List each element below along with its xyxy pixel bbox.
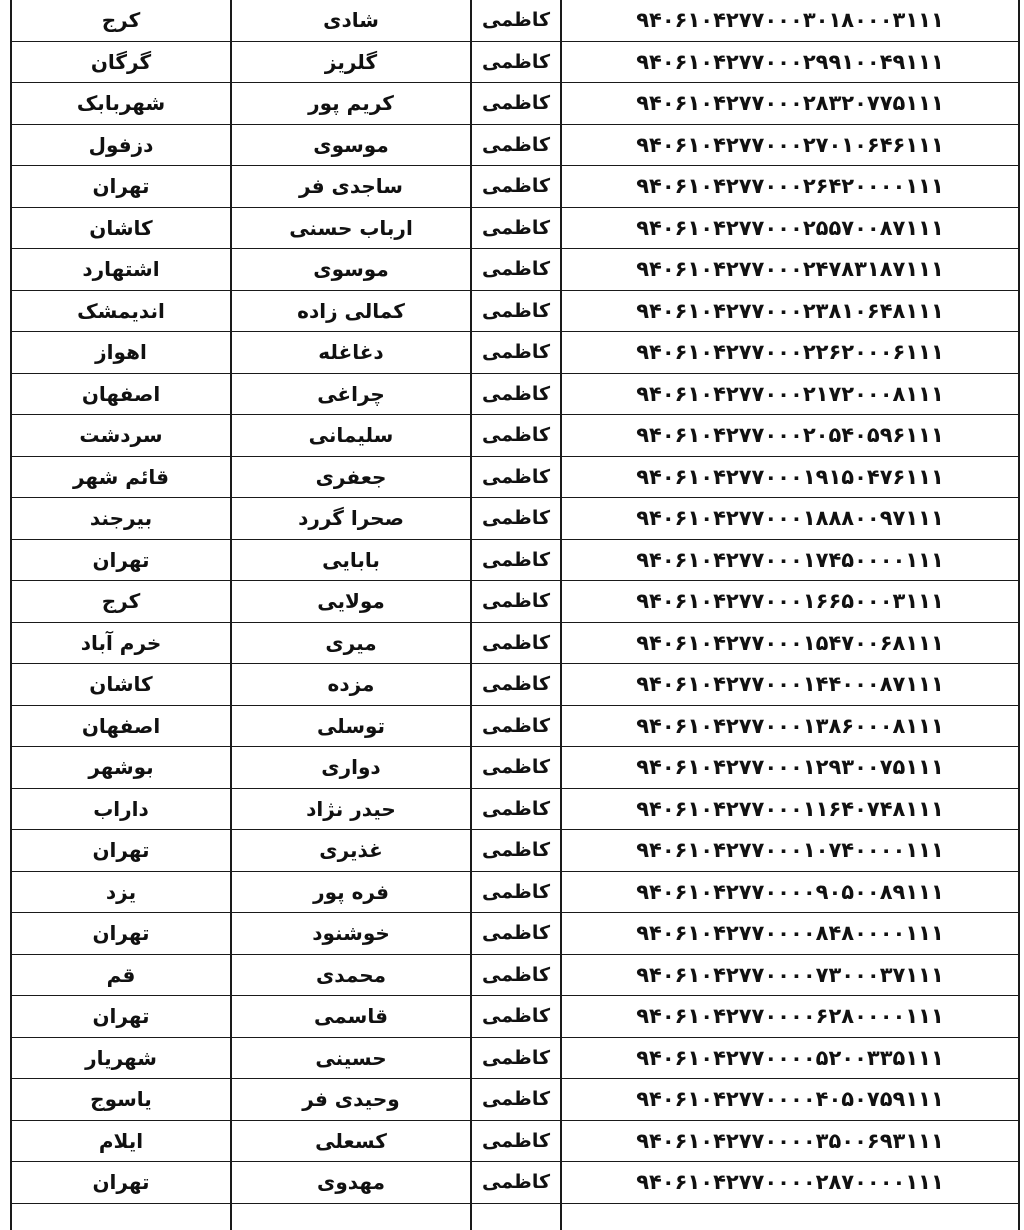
city-cell: یزد bbox=[11, 871, 231, 913]
table-row-partial bbox=[11, 1203, 1019, 1230]
city-cell: داراب bbox=[11, 788, 231, 830]
surname-cell: میری bbox=[231, 622, 471, 664]
tracking-code-cell: ۹۴۰۶۱۰۴۲۷۷۰۰۰۰۷۳۰۰۰۳۷۱۱۱ bbox=[561, 954, 1019, 996]
table-row bbox=[11, 996, 1019, 1038]
table-row bbox=[11, 373, 1019, 415]
table-row bbox=[11, 415, 1019, 457]
tracking-code-cell: ۹۴۰۶۱۰۴۲۷۷۰۰۰۱۹۱۵۰۴۷۶۱۱۱ bbox=[561, 456, 1019, 498]
table-row bbox=[11, 1162, 1019, 1204]
supervisor-cell: کاظمی bbox=[471, 1120, 561, 1162]
city-cell: سردشت bbox=[11, 415, 231, 457]
tracking-code-cell: ۹۴۰۶۱۰۴۲۷۷۰۰۰۱۴۴۰۰۰۸۷۱۱۱ bbox=[561, 664, 1019, 706]
supervisor-cell: کاظمی bbox=[471, 124, 561, 166]
table-row bbox=[11, 332, 1019, 374]
surname-cell: قاسمی bbox=[231, 996, 471, 1038]
empty-cell bbox=[11, 1203, 231, 1230]
tracking-code-cell: ۹۴۰۶۱۰۴۲۷۷۰۰۰۲۱۷۲۰۰۰۸۱۱۱ bbox=[561, 373, 1019, 415]
table-row bbox=[11, 498, 1019, 540]
empty-cell bbox=[231, 1203, 471, 1230]
tracking-code-cell: ۹۴۰۶۱۰۴۲۷۷۰۰۰۱۶۶۵۰۰۰۳۱۱۱ bbox=[561, 581, 1019, 623]
surname-cell: حیدر نژاد bbox=[231, 788, 471, 830]
supervisor-cell: کاظمی bbox=[471, 498, 561, 540]
tracking-code-cell: ۹۴۰۶۱۰۴۲۷۷۰۰۰۱۸۸۸۰۰۹۷۱۱۱ bbox=[561, 498, 1019, 540]
surname-cell: کمالی زاده bbox=[231, 290, 471, 332]
surname-cell: محمدی bbox=[231, 954, 471, 996]
surname-cell: موسوی bbox=[231, 249, 471, 291]
city-cell: کرج bbox=[11, 0, 231, 41]
city-cell: یاسوج bbox=[11, 1079, 231, 1121]
table-row bbox=[11, 166, 1019, 208]
supervisor-cell: کاظمی bbox=[471, 0, 561, 41]
tracking-code-cell: ۹۴۰۶۱۰۴۲۷۷۰۰۰۲۶۴۲۰۰۰۰۱۱۱ bbox=[561, 166, 1019, 208]
surname-cell: صحرا گررد bbox=[231, 498, 471, 540]
surname-cell: سلیمانی bbox=[231, 415, 471, 457]
surname-cell: فره پور bbox=[231, 871, 471, 913]
surname-cell: چراغی bbox=[231, 373, 471, 415]
city-cell: تهران bbox=[11, 166, 231, 208]
supervisor-cell: کاظمی bbox=[471, 249, 561, 291]
city-cell: گرگان bbox=[11, 41, 231, 83]
supervisor-cell: کاظمی bbox=[471, 788, 561, 830]
tracking-code-cell: ۹۴۰۶۱۰۴۲۷۷۰۰۰۱۷۴۵۰۰۰۰۱۱۱ bbox=[561, 539, 1019, 581]
tracking-code-cell: ۹۴۰۶۱۰۴۲۷۷۰۰۰۲۳۸۱۰۶۴۸۱۱۱ bbox=[561, 290, 1019, 332]
supervisor-cell: کاظمی bbox=[471, 1079, 561, 1121]
city-cell: خرم آباد bbox=[11, 622, 231, 664]
tracking-code-cell: ۹۴۰۶۱۰۴۲۷۷۰۰۰۰۵۲۰۰۳۳۵۱۱۱ bbox=[561, 1037, 1019, 1079]
tracking-code-cell: ۹۴۰۶۱۰۴۲۷۷۰۰۰۰۸۴۸۰۰۰۰۱۱۱ bbox=[561, 913, 1019, 955]
table-row bbox=[11, 913, 1019, 955]
tracking-code-cell: ۹۴۰۶۱۰۴۲۷۷۰۰۰۰۶۲۸۰۰۰۰۱۱۱ bbox=[561, 996, 1019, 1038]
tracking-code-cell: ۹۴۰۶۱۰۴۲۷۷۰۰۰۰۹۰۵۰۰۸۹۱۱۱ bbox=[561, 871, 1019, 913]
supervisor-cell: کاظمی bbox=[471, 332, 561, 374]
city-cell: اندیمشک bbox=[11, 290, 231, 332]
tracking-code-cell: ۹۴۰۶۱۰۴۲۷۷۰۰۰۲۸۳۲۰۷۷۵۱۱۱ bbox=[561, 83, 1019, 125]
city-cell: قم bbox=[11, 954, 231, 996]
surname-cell: حسینی bbox=[231, 1037, 471, 1079]
tracking-code-cell: ۹۴۰۶۱۰۴۲۷۷۰۰۰۱۲۹۳۰۰۷۵۱۱۱ bbox=[561, 747, 1019, 789]
city-cell: ایلام bbox=[11, 1120, 231, 1162]
table-row bbox=[11, 871, 1019, 913]
surname-cell: وحیدی فر bbox=[231, 1079, 471, 1121]
city-cell: شهربابک bbox=[11, 83, 231, 125]
table-row bbox=[11, 456, 1019, 498]
supervisor-cell: کاظمی bbox=[471, 954, 561, 996]
city-cell: تهران bbox=[11, 830, 231, 872]
city-cell: بیرجند bbox=[11, 498, 231, 540]
tracking-code-cell: ۹۴۰۶۱۰۴۲۷۷۰۰۰۱۵۴۷۰۰۶۸۱۱۱ bbox=[561, 622, 1019, 664]
table-row bbox=[11, 1120, 1019, 1162]
supervisor-cell: کاظمی bbox=[471, 456, 561, 498]
city-cell: اشتهارد bbox=[11, 249, 231, 291]
roster-table-body bbox=[11, 0, 1019, 1230]
empty-cell bbox=[471, 1203, 561, 1230]
table-row bbox=[11, 539, 1019, 581]
supervisor-cell: کاظمی bbox=[471, 664, 561, 706]
city-cell: اصفهان bbox=[11, 705, 231, 747]
surname-cell: دواری bbox=[231, 747, 471, 789]
city-cell: تهران bbox=[11, 996, 231, 1038]
city-cell: اهواز bbox=[11, 332, 231, 374]
surname-cell: شادی bbox=[231, 0, 471, 41]
tracking-code-cell: ۹۴۰۶۱۰۴۲۷۷۰۰۰۰۴۰۵۰۷۵۹۱۱۱ bbox=[561, 1079, 1019, 1121]
tracking-code-cell: ۹۴۰۶۱۰۴۲۷۷۰۰۰۱۱۶۴۰۷۴۸۱۱۱ bbox=[561, 788, 1019, 830]
tracking-code-cell: ۹۴۰۶۱۰۴۲۷۷۰۰۰۱۳۸۶۰۰۰۸۱۱۱ bbox=[561, 705, 1019, 747]
supervisor-cell: کاظمی bbox=[471, 1037, 561, 1079]
tracking-code-cell: ۹۴۰۶۱۰۴۲۷۷۰۰۰۲۰۵۴۰۵۹۶۱۱۱ bbox=[561, 415, 1019, 457]
supervisor-cell: کاظمی bbox=[471, 581, 561, 623]
city-cell: تهران bbox=[11, 913, 231, 955]
city-cell: دزفول bbox=[11, 124, 231, 166]
tracking-code-cell: ۹۴۰۶۱۰۴۲۷۷۰۰۰۲۲۶۲۰۰۰۶۱۱۱ bbox=[561, 332, 1019, 374]
surname-cell: دغاغله bbox=[231, 332, 471, 374]
supervisor-cell: کاظمی bbox=[471, 830, 561, 872]
city-cell: بوشهر bbox=[11, 747, 231, 789]
table-row bbox=[11, 249, 1019, 291]
supervisor-cell: کاظمی bbox=[471, 290, 561, 332]
tracking-code-cell: ۹۴۰۶۱۰۴۲۷۷۰۰۰۲۴۷۸۳۱۸۷۱۱۱ bbox=[561, 249, 1019, 291]
surname-cell: مزده bbox=[231, 664, 471, 706]
surname-cell: بابایی bbox=[231, 539, 471, 581]
table-row bbox=[11, 1037, 1019, 1079]
table-row bbox=[11, 664, 1019, 706]
table-row bbox=[11, 705, 1019, 747]
table-row bbox=[11, 41, 1019, 83]
tracking-code-cell: ۹۴۰۶۱۰۴۲۷۷۰۰۰۳۰۱۸۰۰۰۳۱۱۱ bbox=[561, 0, 1019, 41]
surname-cell: جعفری bbox=[231, 456, 471, 498]
surname-cell: موسوی bbox=[231, 124, 471, 166]
surname-cell: گلریز bbox=[231, 41, 471, 83]
table-row bbox=[11, 207, 1019, 249]
supervisor-cell: کاظمی bbox=[471, 166, 561, 208]
surname-cell: خوشنود bbox=[231, 913, 471, 955]
surname-cell: کریم پور bbox=[231, 83, 471, 125]
supervisor-cell: کاظمی bbox=[471, 83, 561, 125]
city-cell: کاشان bbox=[11, 207, 231, 249]
surname-cell: مولایی bbox=[231, 581, 471, 623]
supervisor-cell: کاظمی bbox=[471, 41, 561, 83]
tracking-code-cell: ۹۴۰۶۱۰۴۲۷۷۰۰۰۲۹۹۱۰۰۴۹۱۱۱ bbox=[561, 41, 1019, 83]
supervisor-cell: کاظمی bbox=[471, 207, 561, 249]
table-row bbox=[11, 622, 1019, 664]
empty-cell bbox=[561, 1203, 1019, 1230]
surname-cell: کسعلی bbox=[231, 1120, 471, 1162]
city-cell: قائم شهر bbox=[11, 456, 231, 498]
city-cell: کرج bbox=[11, 581, 231, 623]
supervisor-cell: کاظمی bbox=[471, 622, 561, 664]
supervisor-cell: کاظمی bbox=[471, 913, 561, 955]
tracking-code-cell: ۹۴۰۶۱۰۴۲۷۷۰۰۰۰۲۸۷۰۰۰۰۱۱۱ bbox=[561, 1162, 1019, 1204]
supervisor-cell: کاظمی bbox=[471, 705, 561, 747]
city-cell: اصفهان bbox=[11, 373, 231, 415]
city-cell: شهریار bbox=[11, 1037, 231, 1079]
supervisor-cell: کاظمی bbox=[471, 373, 561, 415]
surname-cell: غذیری bbox=[231, 830, 471, 872]
city-cell: تهران bbox=[11, 539, 231, 581]
city-cell: تهران bbox=[11, 1162, 231, 1204]
table-row bbox=[11, 124, 1019, 166]
surname-cell: ساجدی فر bbox=[231, 166, 471, 208]
surname-cell: توسلی bbox=[231, 705, 471, 747]
supervisor-cell: کاظمی bbox=[471, 1162, 561, 1204]
surname-cell: ارباب حسنی bbox=[231, 207, 471, 249]
city-cell: کاشان bbox=[11, 664, 231, 706]
table-row bbox=[11, 581, 1019, 623]
surname-cell: مهدوی bbox=[231, 1162, 471, 1204]
supervisor-cell: کاظمی bbox=[471, 539, 561, 581]
table-row bbox=[11, 1079, 1019, 1121]
table-row bbox=[11, 954, 1019, 996]
supervisor-cell: کاظمی bbox=[471, 996, 561, 1038]
table-row bbox=[11, 83, 1019, 125]
roster-table bbox=[10, 0, 1020, 1230]
supervisor-cell: کاظمی bbox=[471, 871, 561, 913]
table-row bbox=[11, 830, 1019, 872]
tracking-code-cell: ۹۴۰۶۱۰۴۲۷۷۰۰۰۰۳۵۰۰۶۹۳۱۱۱ bbox=[561, 1120, 1019, 1162]
table-row bbox=[11, 0, 1019, 41]
table-row bbox=[11, 788, 1019, 830]
tracking-code-cell: ۹۴۰۶۱۰۴۲۷۷۰۰۰۲۷۰۱۰۶۴۶۱۱۱ bbox=[561, 124, 1019, 166]
table-row bbox=[11, 747, 1019, 789]
table-row bbox=[11, 290, 1019, 332]
supervisor-cell: کاظمی bbox=[471, 415, 561, 457]
tracking-code-cell: ۹۴۰۶۱۰۴۲۷۷۰۰۰۲۵۵۷۰۰۸۷۱۱۱ bbox=[561, 207, 1019, 249]
tracking-code-cell: ۹۴۰۶۱۰۴۲۷۷۰۰۰۱۰۷۴۰۰۰۰۱۱۱ bbox=[561, 830, 1019, 872]
supervisor-cell: کاظمی bbox=[471, 747, 561, 789]
